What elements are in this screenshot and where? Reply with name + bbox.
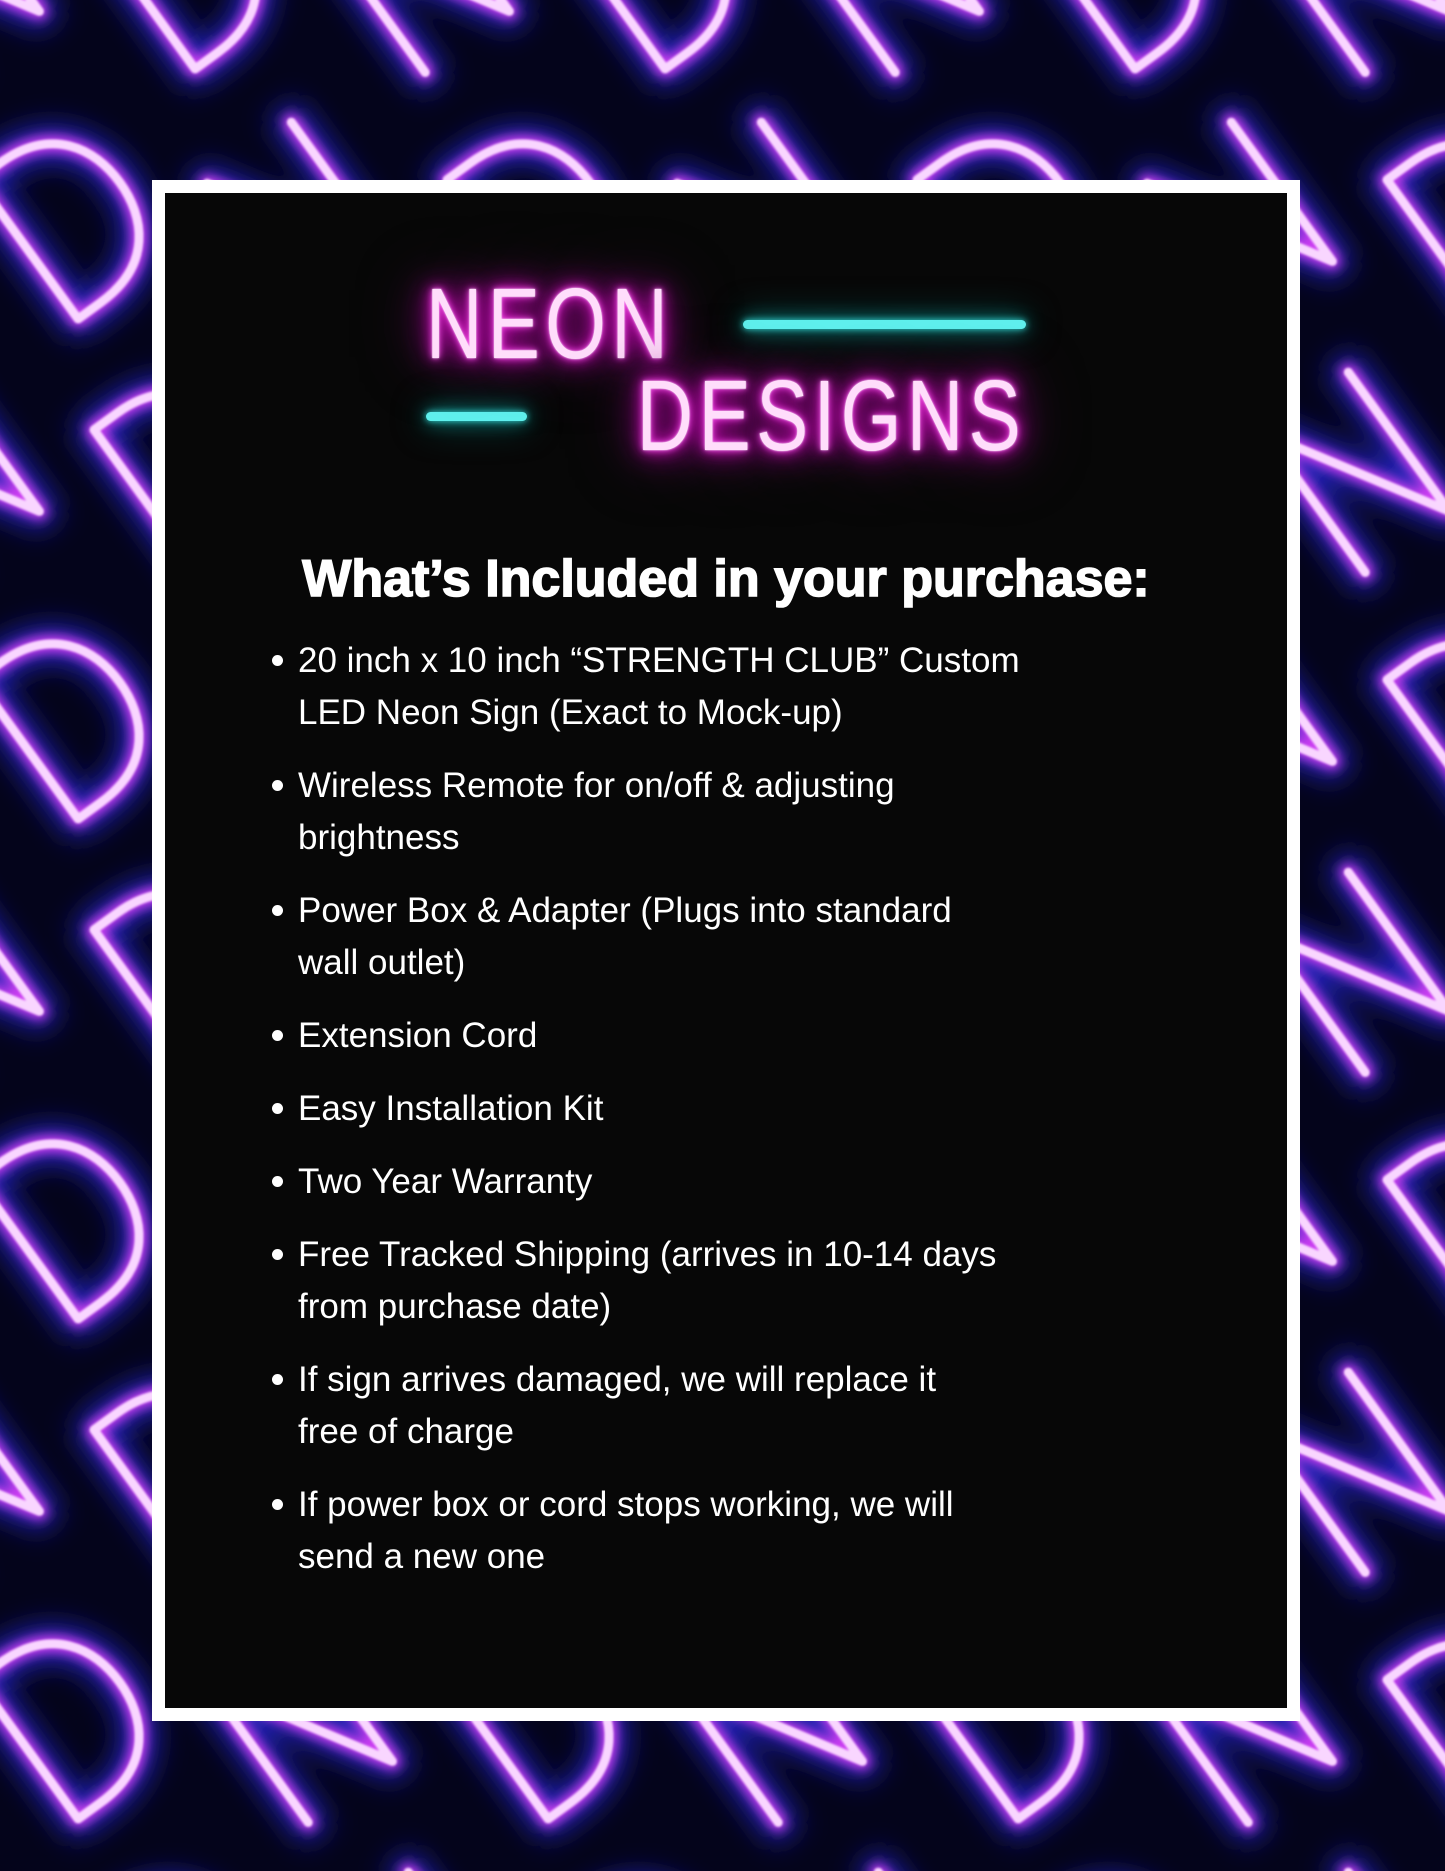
neon-accent-line-bottom	[426, 412, 527, 421]
panel-frame	[152, 180, 1300, 1721]
list-item	[272, 1010, 1052, 1062]
page-title: What’s Included in your purchase:	[302, 550, 1150, 608]
list-item-line: Power Box & Adapter (Plugs into standard	[298, 891, 952, 930]
list-item-line: Extension Cord	[298, 1016, 538, 1055]
content-panel	[165, 193, 1287, 1708]
brand-logo-row-bottom	[426, 360, 1026, 472]
list-item	[272, 635, 1052, 739]
list-item-line: LED Neon Sign (Exact to Mock-up)	[298, 693, 843, 732]
brand-logo	[426, 268, 1026, 472]
list-item	[272, 1479, 1052, 1583]
neon-accent-line-top	[743, 320, 1026, 329]
list-item-line: Wireless Remote for on/off & adjusting	[298, 766, 895, 805]
list-item-line: If sign arrives damaged, we will replace it	[298, 1360, 937, 1399]
list-item-line: wall outlet)	[298, 943, 466, 982]
list-item-line: Easy Installation Kit	[298, 1089, 604, 1128]
list-item	[272, 1229, 1052, 1333]
list-item-line: brightness	[298, 818, 460, 857]
list-item	[272, 1156, 1052, 1208]
list-item-line: 20 inch x 10 inch “STRENGTH CLUB” Custom	[298, 641, 1020, 680]
list-item	[272, 1354, 1052, 1458]
list-item-line: If power box or cord stops working, we will	[298, 1485, 954, 1524]
list-item	[272, 885, 1052, 989]
brand-name-designs: DESIGNS	[636, 360, 1026, 472]
list-item-line: Two Year Warranty	[298, 1162, 593, 1201]
included-list	[165, 635, 1052, 1583]
list-item-line: send a new one	[298, 1537, 546, 1576]
list-item-line: free of charge	[298, 1412, 514, 1451]
list-item-line: from purchase date)	[298, 1287, 612, 1326]
brand-logo-row-top	[426, 268, 1026, 380]
list-item-line: Free Tracked Shipping (arrives in 10-14 days	[298, 1235, 997, 1274]
list-item	[272, 1083, 1052, 1135]
list-item	[272, 760, 1052, 864]
brand-name-neon: NEON	[426, 268, 674, 380]
